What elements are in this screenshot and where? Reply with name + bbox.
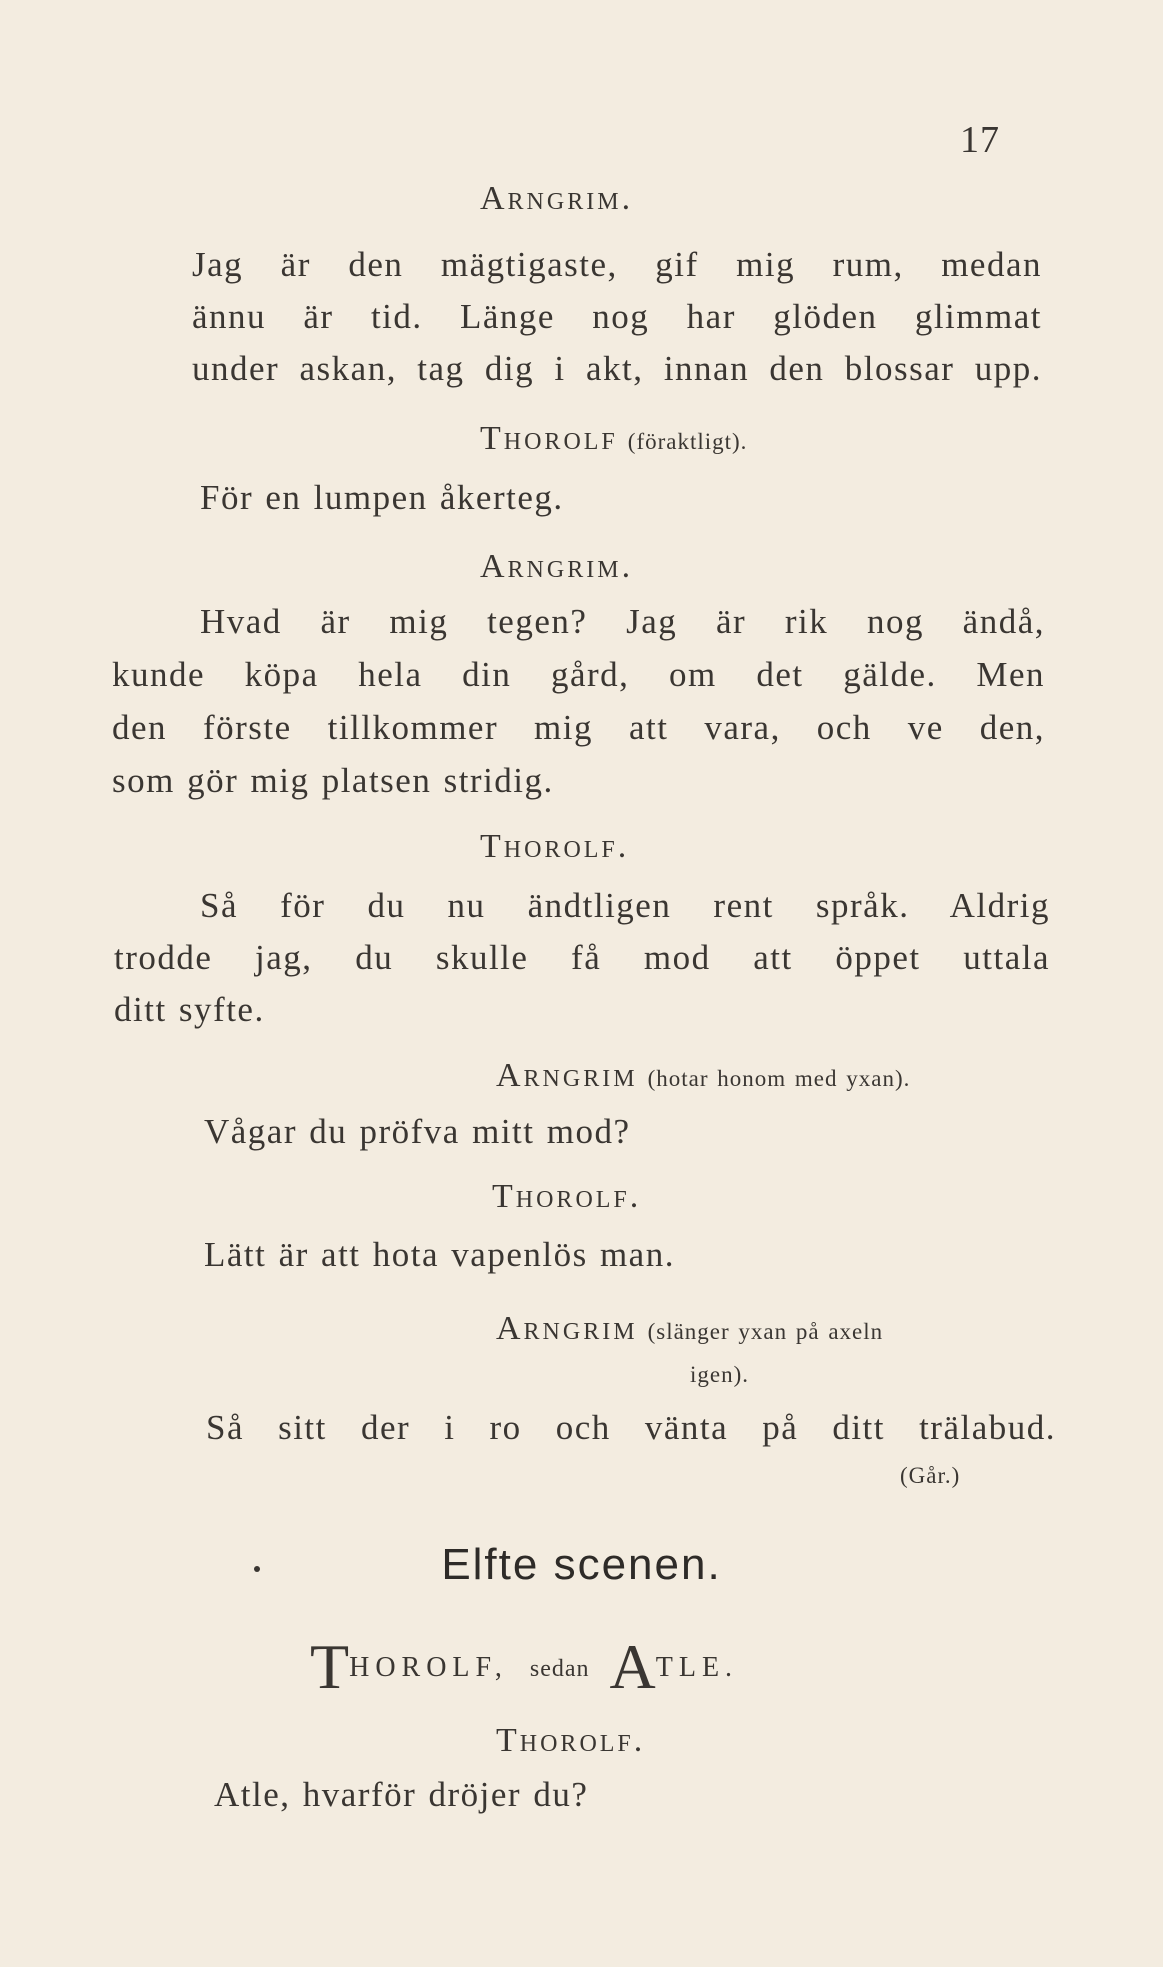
scene-title: Elfte scenen. xyxy=(441,1540,722,1589)
speaker-name: Thorolf. xyxy=(492,1178,642,1215)
dialogue-line: trodde jag, du skulle få mod att öppet uttala xyxy=(114,938,1050,977)
speaker-name: Arngrim. xyxy=(480,180,634,217)
speaker-name: Arngrim xyxy=(496,1310,638,1347)
stage-direction: (hotar honom med yxan). xyxy=(647,1066,911,1091)
dialogue-line: Lätt är att hota vapenlös man. xyxy=(204,1235,675,1274)
dialogue-line: ditt syfte. xyxy=(114,990,265,1029)
dialogue-line: som gör mig platsen stridig. xyxy=(112,761,554,800)
dialogue-line: Så sitt der i ro och vänta på ditt trälabud. xyxy=(206,1408,1056,1447)
dialogue-line: under askan, tag dig i akt, innan den blossar upp. xyxy=(192,349,1042,388)
cast-second-rest: TLE. xyxy=(655,1652,739,1683)
cast-second-initial: A xyxy=(609,1631,656,1702)
dialogue-line: Jag är den mägtigaste, gif mig rum, medan xyxy=(192,245,1042,284)
stage-direction: (slänger yxan på axeln xyxy=(647,1319,884,1344)
cast-first-initial: T xyxy=(310,1631,350,1702)
dialogue-line: Så för du nu ändtligen rent språk. Aldrig xyxy=(200,886,1050,925)
speaker-heading xyxy=(496,1308,883,1348)
dialogue-line: kunde köpa hela din gård, om det gälde. Men xyxy=(112,655,1045,694)
exit-direction: (Går.) xyxy=(900,1463,961,1488)
dialogue-line: den förste tillkommer mig att vara, och ve den, xyxy=(112,708,1045,747)
cast-list xyxy=(310,1630,738,1704)
speaker-heading xyxy=(480,418,747,458)
cast-first-rest: HOROLF, xyxy=(349,1652,508,1683)
speaker-name: Arngrim. xyxy=(480,548,634,585)
page-number: 17 xyxy=(960,119,1000,161)
stage-direction: igen). xyxy=(690,1362,750,1387)
speaker-name: Arngrim xyxy=(496,1057,638,1094)
stage-direction: (föraktligt). xyxy=(627,429,748,454)
dialogue-line: Vågar du pröfva mitt mod? xyxy=(204,1112,631,1151)
speaker-name: Thorolf. xyxy=(480,828,630,865)
dialogue-line: Atle, hvarför dröjer du? xyxy=(214,1775,589,1814)
speaker-name: Thorolf. xyxy=(496,1722,646,1759)
dialogue-line: För en lumpen åkerteg. xyxy=(200,478,564,517)
speaker-heading xyxy=(496,1055,910,1095)
speaker-name: Thorolf xyxy=(480,420,618,457)
dialogue-line: ännu är tid. Länge nog har glöden glimmat xyxy=(192,297,1042,336)
dialogue-line: Hvad är mig tegen? Jag är rik nog ändå, xyxy=(200,602,1045,641)
cast-joiner: sedan xyxy=(529,1656,590,1682)
